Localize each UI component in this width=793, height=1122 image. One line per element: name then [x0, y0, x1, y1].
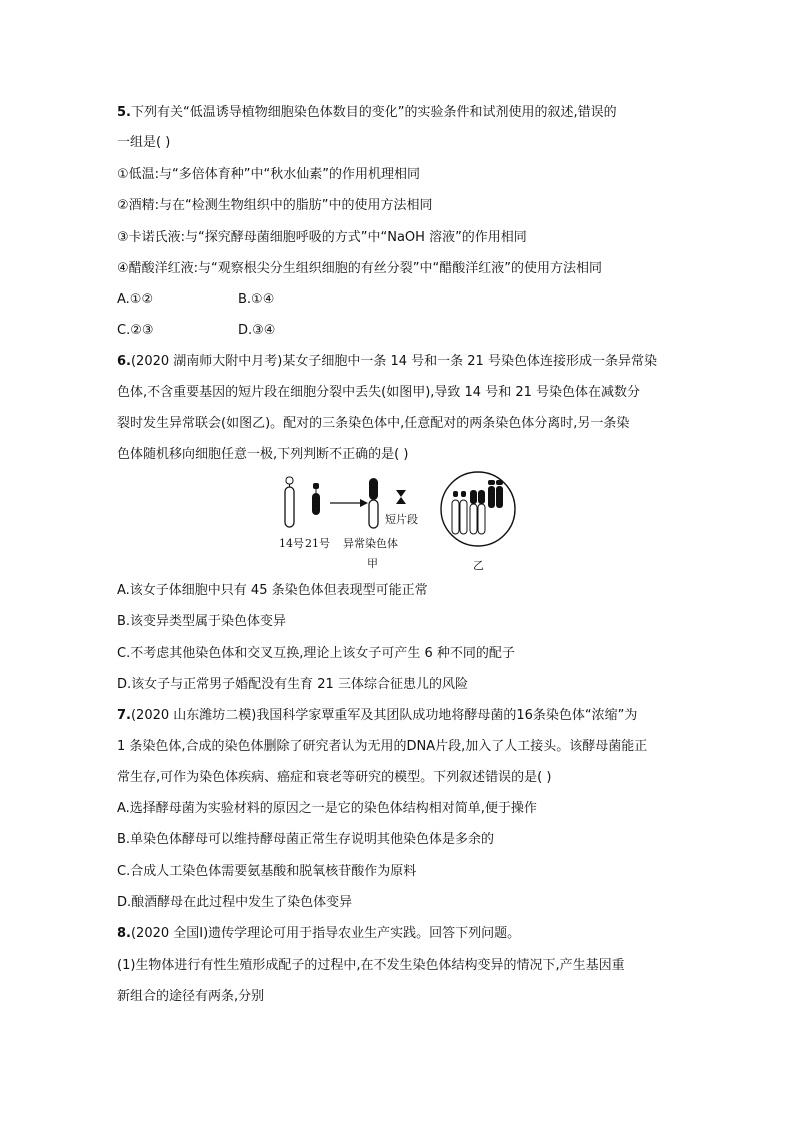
arrow-right-icon: [330, 499, 368, 507]
q6-option-d: D.该女子与正常男子婚配没有生育 21 三体综合征患儿的风险: [117, 677, 468, 692]
q7-option-c: C.合成人工染色体需要氨基酸和脱氧核苷酸作为原料: [117, 864, 417, 879]
q5-number: 5.: [117, 105, 131, 120]
q5-option-c: C.②③: [117, 323, 154, 338]
q5-item-1: ①低温:与“多倍体育种”中“秋水仙素”的作用机理相同: [117, 167, 420, 182]
q7-option-b: B.单染色体酵母可以维持酵母菌正常生存说明其他染色体是多余的: [117, 832, 495, 847]
q5-item-3: ③卡诺氏液:与“探究酵母菌细胞呼吸的方式”中“NaOH 溶液”的作用相同: [117, 230, 527, 245]
caption-jia: 甲: [367, 557, 378, 570]
q5-stem-text: 下列有关“低温诱导植物细胞染色体数目的变化”的实验条件和试剂使用的叙述,错误的: [130, 105, 617, 120]
q8-sub1-line1: (1)生物体进行有性生殖形成配子的过程中,在不发生染色体结构变异的情况下,产生基因重: [117, 958, 625, 973]
q6-stem-line4: 色体随机移向细胞任意一极,下列判断不正确的是( ): [117, 447, 409, 462]
q5-option-d: D.③④: [238, 323, 276, 338]
q5-item-4: ④醋酸洋红液:与“观察根尖分生组织细胞的有丝分裂”中“醋酸洋红液”的使用方法相同: [117, 261, 602, 276]
q5-item-2: ②酒精:与在“检测生物组织中的脂肪”中的使用方法相同: [117, 198, 433, 213]
q7-option-a: A.选择酵母菌为实验材料的原因之一是它的染色体结构相对简单,便于操作: [117, 801, 537, 816]
q5-option-a: A.①②: [117, 292, 154, 307]
q8-sub1-line2: 新组合的途径有两条,分别: [117, 989, 265, 1004]
q6-option-b: B.该变异类型属于染色体变异: [117, 614, 287, 629]
q8-stem: [117, 925, 520, 943]
abnormal-chromosome-icon: [369, 478, 378, 528]
label-21: 21号: [305, 537, 330, 550]
cell-pairing-diagram: [441, 472, 515, 546]
q6-stem-line3: 裂时发生异常联会(如图乙)。配对的三条染色体中,任意配对的两条染色体分离时,另一条染: [117, 416, 630, 431]
short-fragment-icon: [396, 490, 406, 504]
q7-stem-line1: [117, 707, 637, 725]
q6-number: 6.: [117, 354, 131, 369]
chromosome-14-icon: [285, 477, 294, 527]
label-14: 14号: [279, 537, 304, 550]
q6-option-c: C.不考虑其他染色体和交叉互换,理论上该女子可产生 6 种不同的配子: [117, 646, 515, 661]
chromosome-21-icon: [312, 483, 320, 515]
q6-stem-text: (2020 湖南师大附中月考)某女子细胞中一条 14 号和一条 21 号染色体连接形成一条异常染: [130, 354, 657, 369]
caption-yi: 乙: [473, 559, 484, 572]
q8-stem-text: (2020 全国Ⅰ)遗传学理论可用于指导农业生产实践。回答下列问题。: [130, 926, 521, 941]
q6-stem-line2: 色体,不含重要基因的短片段在细胞分裂中丢失(如图甲),导致 14 号和 21 号染色体在减数分: [117, 385, 641, 400]
label-short-fragment: 短片段: [385, 513, 418, 526]
q7-stem-text: (2020 山东潍坊二模)我国科学家覃重军及其团队成功地将酵母菌的16条染色体“浓缩”为: [130, 708, 638, 723]
label-abnormal: 异常染色体: [343, 537, 398, 550]
q7-number: 7.: [117, 708, 131, 723]
q6-option-a: A.该女子体细胞中只有 45 条染色体但表现型可能正常: [117, 583, 428, 598]
q7-option-d: D.酿酒酵母在此过程中发生了染色体变异: [117, 895, 353, 910]
q7-stem-line2: 1 条染色体,合成的染色体删除了研究者认为无用的DNA片段,加入了人工接头。该酵母菌能正: [117, 739, 648, 754]
q5-option-b: B.①④: [238, 292, 275, 307]
q7-stem-line3: 常生存,可作为染色体疾病、癌症和衰老等研究的模型。下列叙述错误的是( ): [117, 770, 552, 785]
q5-stem-line2: 一组是( ): [117, 135, 171, 150]
q8-number: 8.: [117, 926, 131, 941]
